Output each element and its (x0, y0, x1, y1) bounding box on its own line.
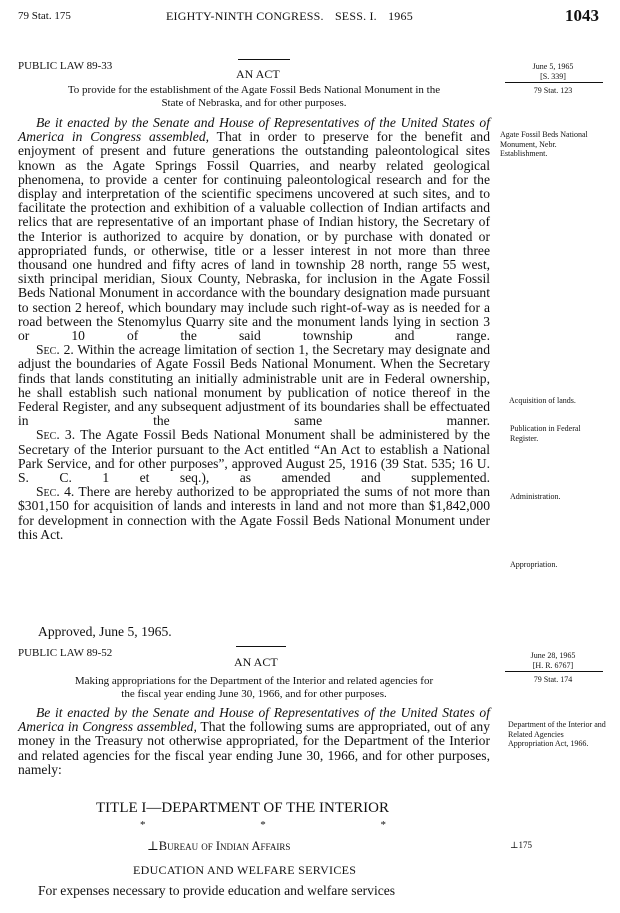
law2-purpose-line2: the fiscal year ending June 30, 1966, and for other purposes. (121, 688, 387, 700)
law1-margin-rule (505, 82, 603, 83)
law1-margin-stat: 79 Stat. 123 (533, 86, 573, 95)
header-stat: 79 Stat. 175 (18, 10, 71, 22)
law2-act-title: AN ACT (234, 655, 278, 669)
law2-margin-date-block (512, 651, 594, 670)
bureau-title: Bureau of Indian Affairs (158, 839, 291, 853)
margin-note-administration: Administration. (510, 492, 561, 501)
margin-page-ref: ⊥175 (510, 840, 532, 850)
header-session: SESS. I. (334, 9, 377, 23)
law1-approved: Approved, June 5, 1965. (38, 624, 172, 639)
law2-margin-bill: [H. R. 6767] (532, 660, 574, 670)
law1-section-3-text: The Agate Fossil Beds National Monument shall be administered by the Secretary of the Interior pursuant to the Act entitled “An Act to establish a National Park Service, and for other purposes”, approved August 25, 1916 (39 Stat. 535; 16 U. S. C. 1 et seq.), as amended and supplemented. (18, 427, 491, 486)
header-year: 1965 (388, 9, 413, 23)
title-heading: TITLE I—DEPARTMENT OF THE INTERIOR (96, 800, 389, 816)
law1-purpose-line2: State of Nebraska, and for other purposes. (161, 97, 347, 109)
bureau-heading (147, 838, 290, 854)
law2-margin-stat: 79 Stat. 174 (533, 675, 573, 684)
law1-section-2-label: Sec. 2. (36, 342, 74, 358)
law2-last-line: For expenses necessary to provide education and welfare services (38, 883, 396, 898)
law1-section-4-label: Sec. 4. (36, 484, 75, 500)
law1-enacting-clause: Be it enacted by the Senate and House of Representatives of the United States of America in Congress assembled, (18, 115, 490, 145)
omission-stars (140, 819, 386, 831)
law2-enacting-clause: Be it enacted by the Senate and House of Representatives of the United States of America in Congress assembled, (18, 705, 490, 735)
margin-note-acquisition: Acquisition of lands. (509, 396, 576, 405)
law2-purpose-line1: Making appropriations for the Department of the Interior and related agencies for (74, 675, 434, 687)
header-congress (166, 9, 413, 24)
law2-margin-date: June 28, 1965 (530, 651, 576, 660)
law1-margin-bill: [S. 339] (540, 71, 566, 81)
law2-label: PUBLIC LAW 89-52 (18, 647, 113, 659)
law1-margin-date-block (512, 62, 594, 81)
law2-margin-rule (505, 671, 603, 672)
education-subheading: EDUCATION AND WELFARE SERVICES (133, 863, 357, 877)
bureau-mark: ⊥ (147, 839, 159, 853)
margin-note-appropriation: Appropriation. (510, 560, 558, 569)
margin-note-establishment: Agate Fossil Beds National Monument, Nebr. Establishment. (500, 130, 588, 158)
law2-purpose (18, 675, 490, 701)
law1-margin-date: June 5, 1965 (532, 62, 574, 71)
law1-purpose (18, 84, 490, 110)
law1-act-title: AN ACT (236, 67, 280, 81)
margin-note-department: Department of the Interior and Related Agencies Appropriation Act, 1966. (508, 720, 606, 748)
law1-section-2-text: Within the acreage limitation of section 1, the Secretary may designate and adjust the boundaries of Agate Fossil Beds National Monument. When the Secretary finds that lands constituting an initially administrable unit are in Federal ownership, he shall establish such national monument by publication of notice thereof in the Federal Register, and any subsequent adjustment of its boundaries shall be effectuated in the same manner. (18, 342, 490, 429)
star-1: * (140, 819, 146, 831)
law1-act-rule (238, 59, 290, 60)
law2-enacting-paragraph (18, 706, 490, 777)
law1-section-2 (18, 343, 490, 428)
law1-label: PUBLIC LAW 89-33 (18, 60, 113, 72)
margin-note-publication: Publication in Federal Register. (510, 424, 581, 443)
page-number: 1043 (565, 6, 599, 25)
law1-section-4 (18, 485, 490, 542)
law1-body (18, 116, 490, 542)
law1-section-1-text: That in order to preserve for the benefit and enjoyment of present and future generations the outstanding paleontological sites known as the Agate Springs Fossil Quarries, and nearby related geological phenomena, to provide a center for continuing paleontological research and for the display and interpretation of the scientific specimens uncovered at such sites, and to facilitate the protection and exhibition of a valuable collection of Indian artifacts and relics that are representative of an important phase of Indian history, the Secretary of the Interior is authorized to acquire by donation, or by purchase with donated or appropriated funds, or otherwise, title or a lesser interest in not more than three thousand one hundred and fifty acres of land in township 28 north, range 55 west, sixth principal meridian, Sioux County, Nebraska, for inclusion in the Agate Fossil Beds National Monument in accordance with the boundary designation made pursuant to section 2 hereof, which boundary may include such right-of-way as is needed for a road between the Stenomylus Quarry site and the monument lands lying in section 3 or 10 of the said township and range. (18, 129, 490, 344)
law1-section-3 (18, 428, 490, 485)
law2-body (18, 706, 490, 777)
law1-purpose-line1: To provide for the establishment of the Agate Fossil Beds National Monument in the (67, 84, 441, 96)
law1-section-1 (18, 116, 490, 343)
law2-body-text: That the following sums are appropriated, out of any money in the Treasury not otherwise appropriated, for the Department of the Interior and related agencies for the fiscal year ending June 30, 1966, and for other purposes, namely: (18, 719, 490, 777)
law1-section-3-label: Sec. 3. (36, 427, 76, 443)
law2-top-rule (236, 646, 286, 647)
law1-section-4-text: There are hereby authorized to be appropriated the sums of not more than $301,150 for acquisition of lands and interests in land and not more than $1,842,000 for development in connection with the Agate Fossil Beds National Monument under this Act. (18, 484, 490, 542)
star-3: * (380, 819, 386, 831)
header-congress-name: EIGHTY-NINTH CONGRESS. (166, 9, 324, 23)
star-2: * (260, 819, 266, 831)
